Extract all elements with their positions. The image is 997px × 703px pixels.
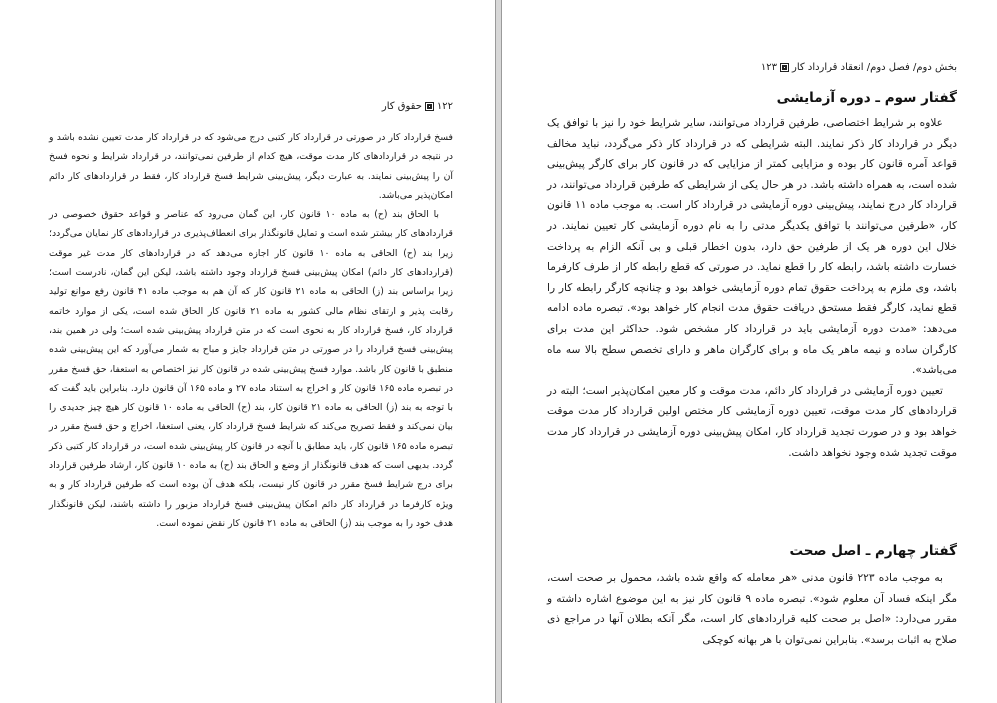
left-paragraph-2: با الحاق بند (ح) به ماده ۱۰ قانون کار، این گمان می‌رود که عناصر و قواعد حقوق خصوصی در قراردادهای کار بیشتر شده است و تمایل قانونگذار برای انعطاف‌پذیری در قراردادهای کار نمایان می‌گردد؛ زیرا بند (ح) الحاقی به ماده ۱۰ قانون کار اجازه می‌دهد که در قراردادهای کار مدت غیر موقت (قراردادهای کار دائم) امکان پیش‌بینی فسخ قرارداد وجود داشته باشد، لیکن این گمان، نادرست است؛ زیرا براساس بند (ز) الحاقی به ماده ۲۱ قانون کار که آن هم به موجب ماده ۴۱ قانون رفع موانع تولید رقابت پذیر و ارتقای نظام مالی کشور به ماده ۲۱ قانون کار الحاق شده است، یکی از موارد خاتمه قرارداد کار، فسخ قرارداد کار به نحوی است که در متن قرارداد پیش‌بینی شده است؛ ولی در همین بند، پیش‌بینی فسخ قرارداد را در صورتی در متن قرارداد جایز و مباح به شمار می‌آورد که این پیش‌بینی شده منطبق با قانون کار باشد. موارد فسخ پیش‌بینی شده در قانون کار نیز اختصاص به استعفا، حق فسخ مقرر در تبصره ماده ۱۶۵ قانون کار و اخراج به استناد ماده ۲۷ و ماده ۱۶۵ آن قانون دارد. بنابراین باید گفت که با توجه به بند (ز) الحاقی به ماده ۲۱ قانون کار، بند (ح) الحاقی به ماده ۱۰ قانون کار هیچ چیز جدیدی را بیان نمی‌کند و فقط تصریح می‌کند که شرایط فسخ قرارداد کار، یعنی استعفا، اخراج و حق فسخ مقرر در تبصره ماده ۱۶۵ قانون کار، باید مطابق با آنچه در قانون کار پیش‌بینی شده است، در قرارداد کار کتبی ذکر گردد. بدیهی است که هدف قانونگذار از وضع و الحاق بند (ح) به ماده ۱۰ قانون کار، ارشاد طرفین قرارداد برای درج شرایط فسخ مقرر در قانون کار نیست، بلکه هدف آن بوده است که طرفین قرارداد کار و به ویژه کارفرما در قرارداد کار دائم امکان پیش‌بینی فسخ قرارداد مزبور را داشته باشند، لیکن قانونگذار هدف خود را به موجب بند (ز) الحاقی به ماده ۲۱ قانون کار نقض نموده است. bbox=[49, 209, 453, 529]
section-2-body bbox=[547, 568, 957, 650]
page-marker-icon bbox=[780, 63, 789, 72]
left-page-number: ۱۲۲ bbox=[436, 101, 453, 112]
right-page-number: ۱۲۳ bbox=[760, 62, 778, 73]
right-running-header bbox=[761, 62, 957, 73]
left-page bbox=[0, 0, 496, 703]
left-body-text bbox=[49, 128, 453, 533]
section-1-paragraph-2: تعیین دوره آزمایشی در قرارداد کار دائم، مدت موقت و کار معین امکان‌پذیر است؛ البته در قراردادهای کار مدت موقت، تعیین دوره آزمایشی کار مختص اولین قرارداد کار مدت موقت خواهد بود و در صورت تجدید قرارداد کار، امکان پیش‌بینی دوره آزمایشی در قرارداد کار مدت موقت تجدید شده وجود نخواهد داشت. bbox=[547, 384, 957, 459]
section-2-paragraph-1: به موجب ماده ۲۲۳ قانون مدنی «هر معامله که واقع شده باشد، محمول بر صحت است، مگر اینکه فساد آن معلوم شود». تبصره ماده ۹ قانون کار نیز به این موضوع اشاره داشته و مقرر می‌دارد: «اصل بر صحت کلیه قراردادهای کار است، مگر آنکه بطلان آنها در مراجع ذی صلاح به اثبات برسد». بنابراین نمی‌توان با هر بهانه کوچکی bbox=[547, 572, 957, 646]
left-paragraph-1: فسخ قرارداد کار در صورتی در قرارداد کار کتبی درج می‌شود که در قرارداد کار مدت تعیین نشده باشد و در نتیجه در قراردادهای کار مدت موقت، هیچ کدام از طرفین نمی‌توانند، در قرارداد شرایط و نحوه فسخ آن را پیش‌بینی نمایند. به عبارت دیگر، پیش‌بینی شرایط فسخ قرارداد کار، فقط در قراردادهای کار دائم امکان‌پذیر می‌باشد. bbox=[49, 132, 453, 201]
page-marker-icon bbox=[425, 102, 434, 111]
section-1-paragraph-1: علاوه بر شرایط اختصاصی، طرفین قرارداد می‌توانند، سایر شرایط خود را نیز با توافق یک دیگر در قرارداد کار ذکر نمایند. البته شرایطی که در قرارداد کار ذکر می‌گردد، نباید مخالف قواعد آمره قانون کار بوده و مزایایی کمتر از مزایایی که در قانون کار برای کارگر پیش‌بینی شده است، به همراه داشته باشد. در هر حال یکی از شرایطی که طرفین قرارداد می‌توانند، در قرارداد کار درج نمایند، پیش‌بینی دوره آزمایشی در قرارداد کار است. به موجب ماده ۱۱ قانون کار، «طرفین می‌توانند با توافق یکدیگر مدتی را به نام دوره آزمایشی کار تعیین نمایند. در خلال این دوره هر یک از طرفین حق دارد، بدون اخطار قبلی و بی آنکه الزام به پرداخت خسارت داشته باشد، رابطه کار را قطع نماید. در صورتی که قطع رابطه کار از طرف کارفرما باشد، وی ملزم به پرداخت حقوق تمام دوره آزمایشی خواهد بود و چنانچه کارگر رابطه کار را قطع نماید، کارگر فقط مستحق دریافت حقوق مدت انجام کار خواهد بود». تبصره ماده ادامه می‌دهد: «مدت دوره آزمایشی باید در قرارداد کار مشخص شود. حداکثر این مدت برای کارگران ساده و نیمه ماهر یک ماه و برای کارگران ماهر و دارای تخصص سطح بالا سه ماه می‌باشد». bbox=[547, 117, 957, 377]
section-1-body bbox=[547, 113, 957, 463]
left-running-header bbox=[382, 101, 453, 112]
right-page bbox=[501, 0, 997, 703]
left-header-title: حقوق کار bbox=[381, 101, 422, 112]
section-heading-trial-period: گفتار سوم ـ دوره آزمایشی bbox=[776, 90, 957, 106]
section-heading-principle-of-validity: گفتار چهارم ـ اصل صحت bbox=[789, 543, 957, 559]
right-header-text: بخش دوم/ فصل دوم/ انعقاد قرارداد کار bbox=[792, 62, 957, 73]
